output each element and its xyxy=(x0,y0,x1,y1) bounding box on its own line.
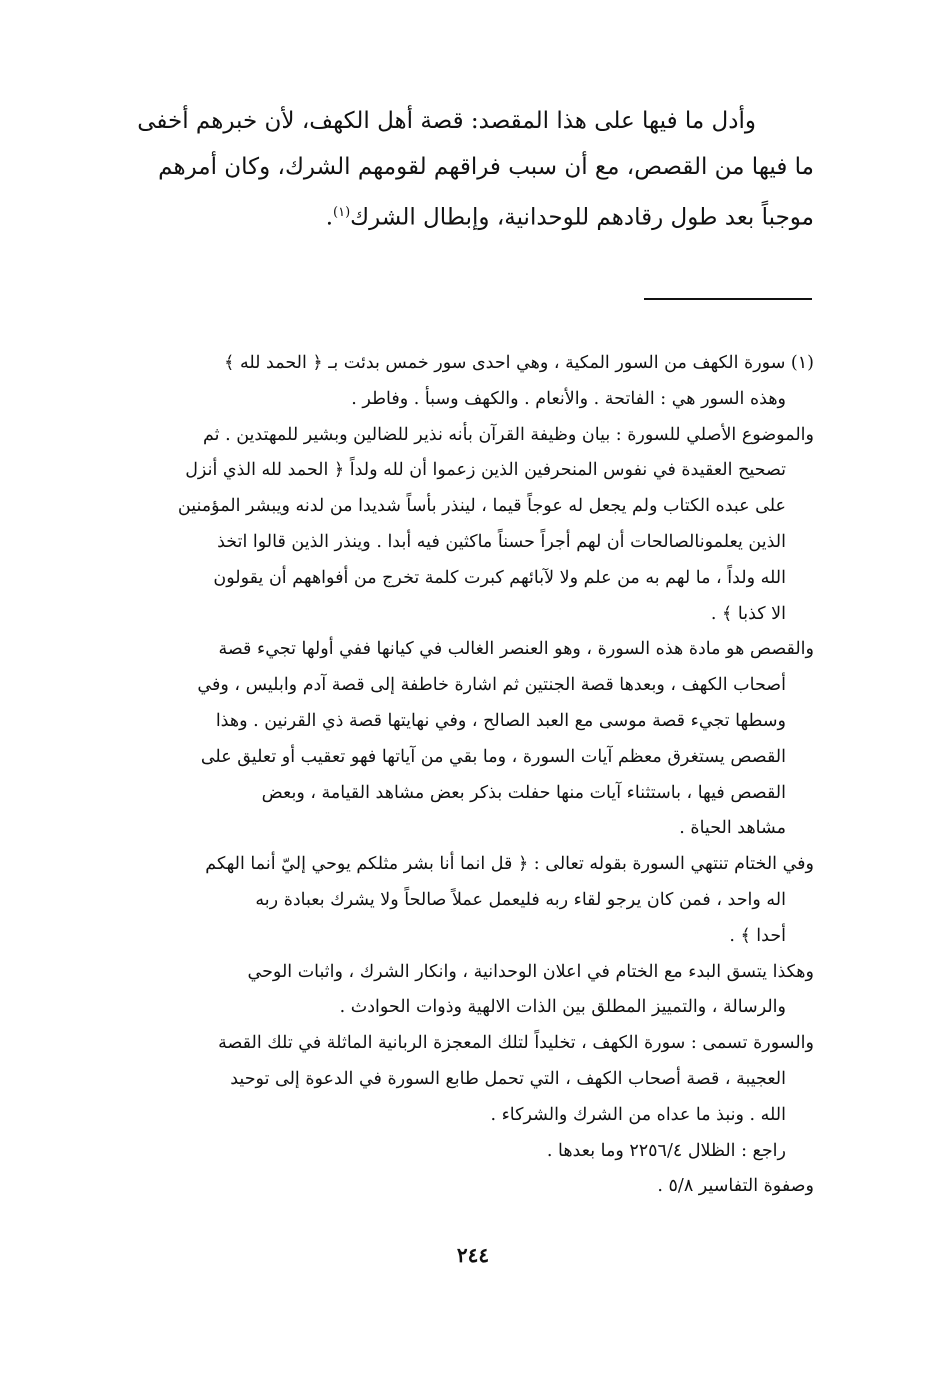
footnote-line: القصص يستغرق معظم آيات السورة ، وما بقي من آياتها فهو تعقيب أو تعليق على xyxy=(200,746,786,767)
main-text-line-last xyxy=(114,190,814,241)
footnote-line: الذين يعلمونالصالحات أن لهم أجراً حسناً ماكثين فيه أبدا . وينذر الذين قالوا اتخذ xyxy=(217,531,786,552)
footnote-line: وهذه السور هي : الفاتحة . والأنعام . والكهف وسبأ . وفاطر . xyxy=(351,388,786,409)
end-period: . xyxy=(325,204,334,231)
footnote-line: والرسالة ، والتمييز المطلق بين الذات الالهية وذوات الحوادث . xyxy=(339,997,786,1018)
footnote-line: (١) سورة الكهف من السور المكية ، وهي احدى سور خمس بدئت بـ ﴿ الحمد لله ﴾ xyxy=(224,353,814,373)
footnote-line: الله . ونبذ ما عداه من الشرك والشركاء . xyxy=(490,1104,786,1125)
footnote-line: على عبده الكتاب ولم يجعل له عوجاً قيما ، لينذر بأساً شديدا من لدنه ويبشر المؤمنين xyxy=(177,496,786,517)
page-number: ٢٤٤ xyxy=(456,1243,490,1267)
footnote-line: الا كذبا ﴾ . xyxy=(710,603,786,624)
main-text-line: وأدل ما فيها على هذا المقصد: قصة أهل الكهف، لأن خبرهم أخفى xyxy=(137,108,756,134)
footnote-line: وسطها تجيء قصة موسى مع العبد الصالح ، وفي نهايتها قصة ذي القرنين . وهذا xyxy=(215,710,786,731)
main-text-line: ما فيها من القصص، مع أن سبب فراقهم لقومهم الشرك، وكان أمرهم xyxy=(158,154,814,180)
footnote-line: العجيبة ، قصة أصحاب الكهف ، التي تحمل طابع السورة في الدعوة إلى توحيد xyxy=(230,1068,786,1089)
footnote-line: اله واحد ، فمن كان يرجو لقاء ربه فليعمل عملاً صالحاً ولا يشرك بعبادة ربه xyxy=(255,889,786,910)
main-text-line-content: موجباً بعد طول رقادهم للوحدانية، وإبطال الشرك xyxy=(350,204,814,231)
footnote-line: والسورة تسمى : سورة الكهف ، تخليداً لتلك المعجزة الربانية الماثلة في تلك القصة xyxy=(218,1033,814,1054)
footnote-line: والقصص هو مادة هذه السورة ، وهو العنصر الغالب في كيانها ففي أولها تجيء قصة xyxy=(218,639,814,660)
footnote-line: الله ولداً ، ما لهم به من علم ولا لآبائهم كبرت كلمة تخرج من أفواههم أن يقولون xyxy=(213,567,786,588)
footnotes-section xyxy=(132,346,814,1205)
main-paragraph xyxy=(114,98,814,241)
footnote-line: وصفوة التفاسير ٥/٨ . xyxy=(657,1176,814,1197)
footnote-line: أصحاب الكهف ، وبعدها قصة الجنتين ثم اشارة خاطفة إلى قصة آدم وابليس ، وفي xyxy=(197,675,786,696)
footnote-line: وهكذا يتسق البدء مع الختام في اعلان الوحدانية ، وانكار الشرك ، واثبات الوحي xyxy=(247,961,814,982)
footnote-line: والموضوع الأصلي للسورة : بيان وظيفة القرآن بأنه نذير للضالين وبشير للمهتدين . ثم xyxy=(202,424,814,445)
footnote-separator xyxy=(644,298,812,300)
footnote-line: وفي الختام تنتهي السورة بقوله تعالى : ﴿ قل انما أنا بشر مثلكم يوحي إليّ أنما الهكم xyxy=(205,854,814,875)
footnote-reference: (١) xyxy=(333,205,351,220)
footnote-line: مشاهد الحياة . xyxy=(679,818,786,839)
footnote-line: تصحيح العقيدة في نفوس المنحرفين الذين زعموا أن لله ولداً ﴿ الحمد لله الذي أنزل xyxy=(185,460,786,481)
footnote-line: أحدا ﴾ . xyxy=(729,925,786,946)
footnote-line: القصص فيها ، باستثناء آيات منها حفلت بذكر بعض مشاهد القيامة ، وبعض xyxy=(261,782,786,803)
footnote-line: راجع : الظلال ٢٢٥٦/٤ وما بعدها . xyxy=(546,1140,786,1161)
